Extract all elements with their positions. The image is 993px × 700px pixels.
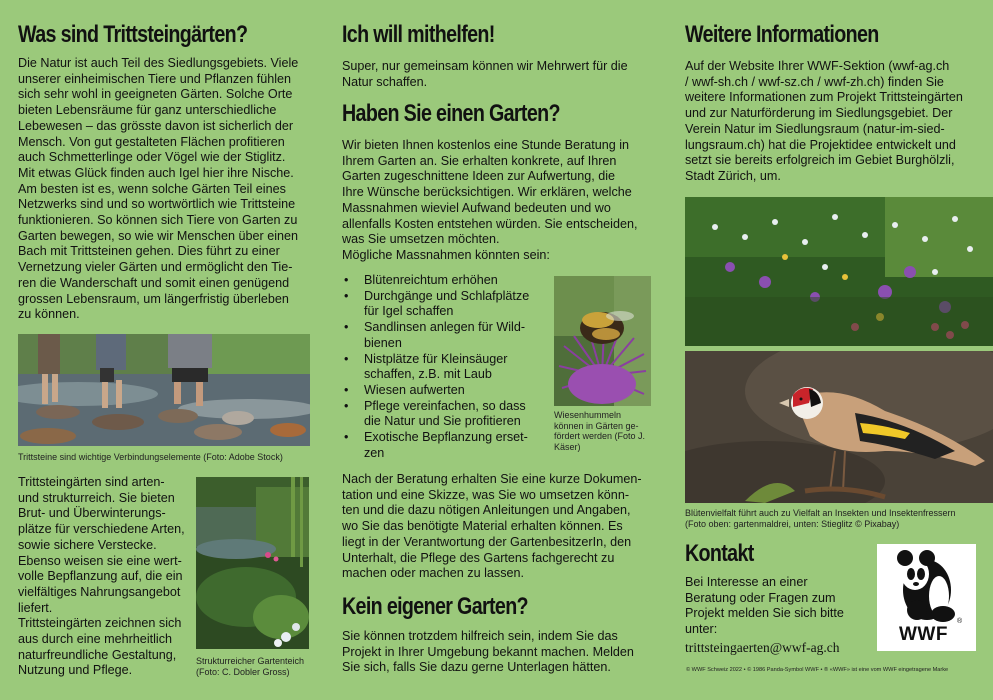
- mithelfen-line: Super, nur gemeinsam können wir Mehrwert für die: [342, 59, 628, 73]
- contact-line: Beratung oder Fragen zum: [685, 590, 836, 605]
- after-consultation-paragraph: [342, 472, 662, 582]
- more-info-paragraph: [685, 59, 985, 185]
- beratung-line: allenfalls Kosten entstehen würden. Sie entscheiden,: [342, 216, 638, 231]
- measure-item-line: • Exotische Bepflanzung erset-: [364, 430, 528, 445]
- intro-line: zu können.: [18, 307, 80, 322]
- measure-item-line: schaffen, z.B. mit Laub: [364, 367, 492, 382]
- contact-paragraph: [685, 575, 870, 638]
- pond-caption-line: Strukturreicher Gartenteich: [196, 656, 305, 666]
- more-info-line: lungsraum.ch) hat die Projektidee entwickelt und: [685, 137, 956, 152]
- intro-line: ren die Wanderschaft und somit einen genügend: [18, 275, 290, 290]
- beratung-paragraph: [342, 138, 662, 264]
- measure-item: [342, 320, 547, 351]
- structure-line: vielfältiges Nahrungsangebot: [18, 584, 181, 599]
- intro-line: Die Natur ist auch Teil des Siedlungsgebiets. Viele: [18, 56, 299, 70]
- intro-line: Lebewesen – das grösste davon ist sicherlich der: [18, 118, 294, 133]
- measure-item-line: für Igel schaffen: [364, 304, 454, 319]
- structure-line: Trittsteingärten sind arten-: [18, 475, 165, 489]
- more-info-line: / wwf-sh.ch / wwf-sz.ch / wwf-zh.ch) finden Sie: [685, 74, 944, 89]
- structure-line: naturfreundliche Gestaltung,: [18, 647, 177, 662]
- title-ich-will-mithelfen: Ich will mithelfen!: [342, 21, 495, 48]
- stepping-stones-photo: [18, 334, 310, 446]
- bee-caption-line: fördert werden (Foto J.: [554, 431, 646, 441]
- intro-line: funktionieren. So können sich Tiere von Garten zu: [18, 213, 298, 228]
- after-consultation-line: tation und eine Skizze, was Sie wo umsetzen könn-: [342, 487, 630, 502]
- intro-line: auch Schmetterlinge oder Vögel wie der Stiglitz.: [18, 150, 286, 165]
- structure-line: Ebenso weisen sie eine wert-: [18, 553, 182, 568]
- no-garden-line: Projekt in Ihrer Umgebung bekannt machen. Melden: [342, 644, 634, 659]
- intro-line: grossen Lebensraum, um längerfristig überleben: [18, 291, 289, 306]
- structure-line: Nutzung und Pflege.: [18, 663, 133, 678]
- no-garden-paragraph: [342, 629, 662, 676]
- more-info-line: Stadt Zürich, um.: [685, 168, 781, 183]
- after-consultation-line: Unterhalt, die Pflege des Gartens fachgerecht zu: [342, 550, 615, 565]
- after-consultation-line: wo Sie das benötigte Material erhalten können. Es: [342, 519, 623, 534]
- panda-icon: [877, 544, 976, 624]
- structure-line: liefert.: [18, 600, 53, 615]
- measures-list: [342, 273, 547, 461]
- measure-item-line: • Blütenreichtum erhöhen: [364, 273, 498, 287]
- title-was-sind-trittsteingaerten: Was sind Trittsteingärten?: [18, 21, 248, 48]
- measure-item-line: • Durchgänge und Schlafplätze: [364, 288, 530, 303]
- beratung-line: Massnahmen wieviel Aufwand bedeuten und wo: [342, 200, 611, 215]
- beratung-line: Ihre Wünsche berücksichtigen. Wir erklären, welche: [342, 185, 632, 200]
- stepping-stones-caption: Trittsteine sind wichtige Verbindungselemente (Foto: Adobe Stock): [18, 452, 283, 462]
- structure-line: plätze für verschiedene Arten,: [18, 522, 185, 537]
- garden-pond-photo: [196, 477, 309, 649]
- intro-line: Bach mit Trittsteinen gehen. Dies führt zu einer: [18, 244, 280, 259]
- garden-pond-caption: [196, 656, 304, 677]
- registered-mark: ®: [957, 618, 963, 625]
- intro-line: Am besten ist es, wenn solche Gärten Teil eines: [18, 181, 286, 196]
- more-info-line: setzt sie bereits erfolgreich im Gebiet Burghölzli,: [685, 153, 955, 168]
- no-garden-line: Sie sich, falls Sie dazu gerne Unterlagen hätten.: [342, 660, 611, 675]
- more-info-line: und zur Naturförderung im Siedlungsgebiet. Der: [685, 106, 953, 121]
- intro-line: Vernetzung vieler Gärten und ermöglicht den Tie-: [18, 260, 293, 275]
- after-consultation-line: Nach der Beratung erhalten Sie eine kurze Dokumen-: [342, 472, 642, 486]
- meadow-caption-line: Blütenvielfalt führt auch zu Vielfalt an Insekten und Insektenfressern: [685, 508, 956, 518]
- bee-caption-line: können in Gärten ge-: [554, 420, 639, 431]
- structure-line: Brut- und Überwinterungs-: [18, 506, 166, 521]
- intro-line: bieten Lebensräume für ganz unterschiedliche: [18, 103, 277, 118]
- beratung-line: Mögliche Massnahmen könnten sein:: [342, 247, 550, 262]
- mithelfen-paragraph: [342, 59, 662, 90]
- beratung-line: Garten zugeschnittene Ideen zur Aufwertung, die: [342, 169, 616, 184]
- title-kontakt: Kontakt: [685, 540, 754, 567]
- beratung-line: was Sie umsetzen möchten.: [342, 232, 500, 247]
- bumblebee-photo: [554, 276, 651, 406]
- measure-item: [342, 430, 547, 461]
- intro-line: Garten bewegen, so wie wir Menschen über einen: [18, 228, 299, 243]
- contact-line: unter:: [685, 622, 718, 637]
- meadow-caption-line: (Foto oben: gartenmaldrei, unten: Stieglitz © Pixabay): [685, 518, 900, 529]
- copyright-footer: © WWF Schweiz 2022 • © 1986 Panda-Symbol WWF • ® «WWF» ist eine vom WWF eingetragene Marke: [686, 667, 949, 673]
- measure-item-line: • Sandlinsen anlegen für Wild-: [364, 320, 526, 335]
- structure-line: aus durch eine mehrheitlich: [18, 632, 173, 647]
- flower-meadow-photo: [685, 197, 993, 346]
- goldfinch-photo: [685, 351, 993, 503]
- measure-item-line: • Nistplätze für Kleinsäuger: [364, 351, 508, 366]
- contact-line: Projekt melden Sie sich bitte: [685, 606, 844, 621]
- measure-item: [342, 399, 547, 430]
- measure-item: [342, 352, 547, 383]
- measure-item-line: • Pflege vereinfachen, so dass: [364, 398, 526, 413]
- title-haben-sie-einen-garten: Haben Sie einen Garten?: [342, 100, 560, 127]
- measure-item-line: die Natur und Sie profitieren: [364, 414, 521, 429]
- intro-paragraph: [18, 56, 318, 323]
- wwf-panda-logo: [877, 544, 976, 651]
- intro-line: unserer einheimischen Tiere und Pflanzen fühlen: [18, 71, 292, 86]
- more-info-line: Auf der Website Ihrer WWF-Sektion (wwf-ag.ch: [685, 59, 950, 73]
- after-consultation-line: liegt in der Verantwortung der GartenbesitzerIn, den: [342, 534, 632, 549]
- measure-item: [342, 273, 547, 289]
- meadow-goldfinch-caption: [685, 508, 956, 529]
- measure-item-line: zen: [364, 445, 385, 460]
- after-consultation-line: machen oder machen zu lassen.: [342, 566, 525, 581]
- more-info-line: weitere Informationen zum Projekt Trittsteingärten: [685, 90, 963, 105]
- contact-line: Bei Interesse an einer: [685, 575, 808, 589]
- bee-caption-line: Wiesenhummeln: [554, 410, 622, 420]
- beratung-line: Wir bieten Ihnen kostenlos eine Stunde Beratung in: [342, 138, 630, 152]
- bumblebee-caption: [554, 410, 645, 452]
- contact-email-link[interactable]: trittsteingaerten@wwf-ag.ch: [685, 640, 840, 655]
- measure-item-line: • Wiesen aufwerten: [364, 382, 465, 397]
- intro-line: Mensch. Von gut gestalteten Flächen profitieren: [18, 134, 285, 149]
- structure-line: und strukturreich. Sie bieten: [18, 490, 175, 505]
- intro-line: Netzwerks sind und so wortwörtlich wie Trittsteine: [18, 197, 296, 212]
- structure-paragraph: [18, 475, 198, 679]
- structure-line: volle Bepflanzung auf, die ein: [18, 569, 183, 584]
- beratung-line: Ihrem Garten an. Sie erhalten konkrete, auf Ihren: [342, 153, 617, 168]
- no-garden-line: Sie können trotzdem hilfreich sein, indem Sie das: [342, 629, 618, 643]
- bee-caption-line: Käser): [554, 441, 581, 452]
- intro-line: sich sehr wohl in geeigneten Gärten. Solche Orte: [18, 87, 293, 102]
- structure-line: Trittsteingärten zeichnen sich: [18, 616, 182, 631]
- structure-line: sowie sichere Verstecke.: [18, 537, 157, 552]
- measure-item-line: bienen: [364, 335, 402, 350]
- intro-line: Mit etwas Glück finden auch Igel hier ihre Nische.: [18, 165, 294, 180]
- after-consultation-line: ten und die dazu nötigen Anleitungen und Angaben,: [342, 503, 631, 518]
- wwf-logo-text: WWF: [899, 624, 948, 645]
- title-weitere-informationen: Weitere Informationen: [685, 21, 879, 48]
- measure-item: [342, 383, 547, 399]
- more-info-line: Verein Natur im Siedlungsraum (natur-im-sied-: [685, 121, 945, 136]
- title-kein-eigener-garten: Kein eigener Garten?: [342, 593, 528, 620]
- measure-item: [342, 289, 547, 320]
- mithelfen-line: Natur schaffen.: [342, 74, 428, 89]
- pond-caption-line: (Foto: C. Dobler Gross): [196, 666, 290, 677]
